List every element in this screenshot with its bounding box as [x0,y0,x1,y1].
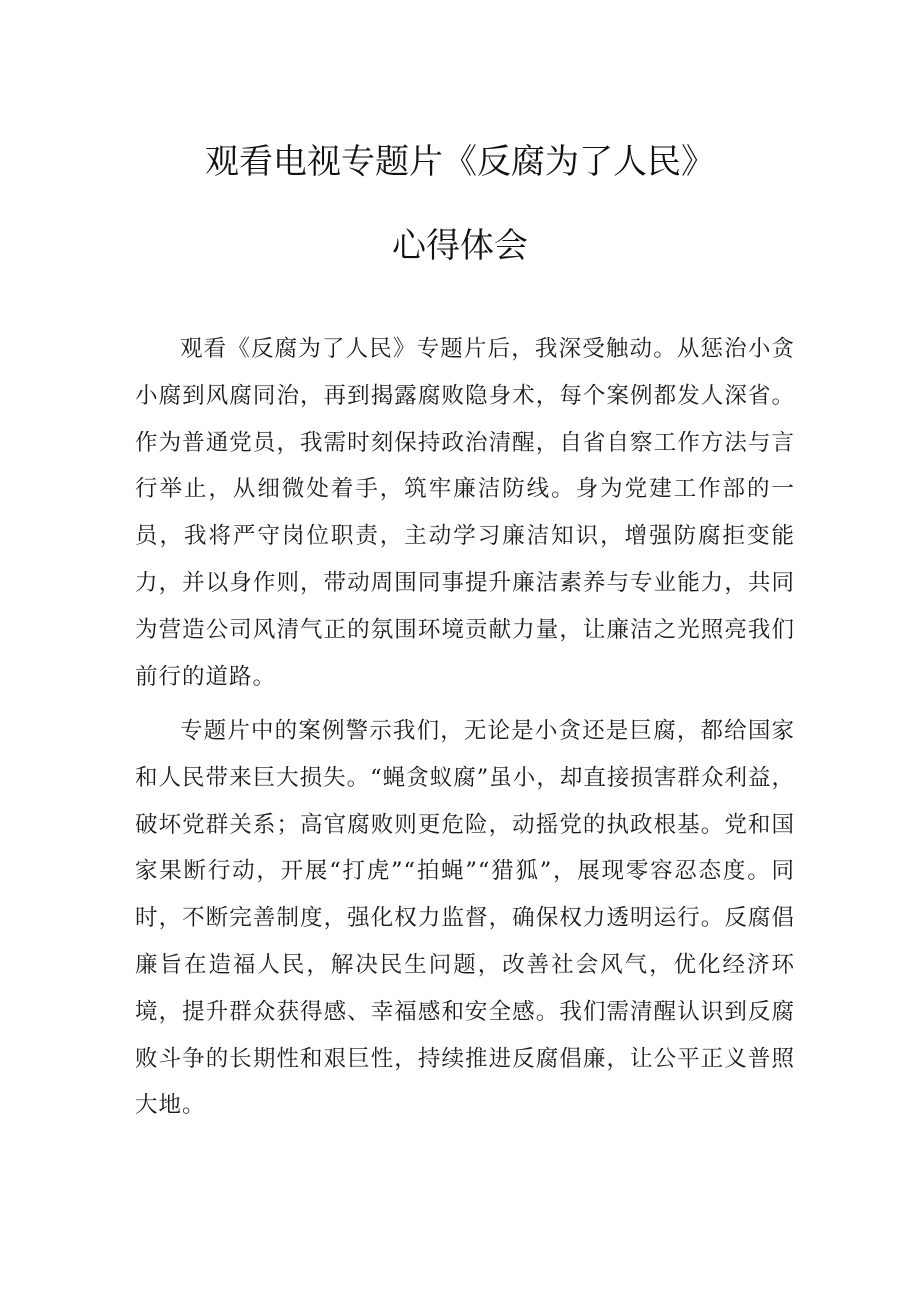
body-paragraph-2: 专题片中的案例警示我们，无论是小贪还是巨腐，都给国家和人民带来巨大损失。“蝇贪蚁腐”虽小，却直接损害群众利益，破坏党群关系；高官腐败则更危险，动摇党的执政根基。党和国家果断行动，开展“打虎”“拍蝇”“猎狐”，展现零容忍态度。同时，不断完善制度，强化权力监督，确保权力透明运行。反腐倡廉旨在造福人民，解决民生问题，改善社会风气，优化经济环境，提升群众获得感、幸福感和安全感。我们需清醒认识到反腐败斗争的长期性和艰巨性，持续推进反腐倡廉，让公平正义普照大地。 [135,718,795,1119]
document-title: 观看电视专题片《反腐为了人民》 [205,142,715,182]
body-paragraph-1: 观看《反腐为了人民》专题片后，我深受触动。从惩治小贪小腐到风腐同治，再到揭露腐败隐身术，每个案例都发人深省。作为普通党员，我需时刻保持政治清醒，自省自察工作方法与言行举止，从细微处着手，筑牢廉洁防线。身为党建工作部的一员，我将严守岗位职责，主动学习廉洁知识，增强防腐拒变能力，并以身作则，带动周围同事提升廉洁素养与专业能力，共同为营造公司风清气正的氛围环境贡献力量，让廉洁之光照亮我们前行的道路。 [135,336,795,690]
document-subtitle: 心得体会 [392,226,528,266]
